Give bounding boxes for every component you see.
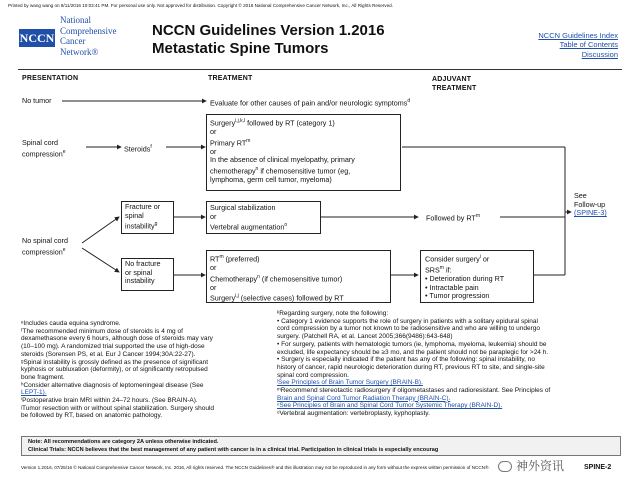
adjuvant-bullet: • Deterioration during RT: [425, 273, 505, 283]
opt-text: Surgery: [210, 118, 236, 128]
footnote-ref: e: [62, 246, 66, 253]
opt-text: In the absence of clinical myelopathy, primary: [210, 155, 355, 165]
scc-label: [22, 139, 66, 159]
footnote-ref: n: [255, 165, 259, 172]
footnote-ref: n: [257, 273, 260, 280]
adjuvant-bullet: • Intractable pain: [425, 282, 479, 292]
footnote-ref: m: [219, 254, 224, 260]
nscc-line: No spinal cord: [22, 236, 68, 245]
footnote-ref: i,j: [235, 293, 239, 300]
footnote: ᶠThe recommended minimum dose of steroids is 4 mg of: [21, 327, 183, 335]
footnote: kyphosis or subluxation (deformity), or of significantly retropulsed: [21, 366, 208, 374]
footnote: history of cancer, rapid neurologic deterioration during RT, previous RT to site, and single-site: [277, 363, 545, 371]
logo-mark: NCCN: [19, 31, 55, 45]
opt-text: Surgical stabilization: [210, 203, 276, 212]
footnote: excluded, life expectancy should be ≥3 mo, and the patient should not be paraplegic for >24 h.: [277, 348, 549, 356]
footnote: dexamethasone every 6 hours, although dose of steroids may vary: [21, 335, 213, 343]
logo-line: National: [60, 15, 91, 25]
footnote: ʲTumor resection with or without spinal stabilization. Surgery should: [21, 404, 214, 412]
wechat-icon: [498, 461, 512, 472]
footnote: be followed by RT, based on anatomic pathology.: [21, 412, 163, 420]
col-adjuvant-line2: TREATMENT: [432, 85, 477, 92]
footnotes-left: [21, 320, 273, 420]
no-tumor-action: [210, 97, 410, 108]
footnote-ref: i,j,k,l: [235, 118, 246, 124]
opt-or: or: [210, 126, 217, 136]
no-fracture-box: [121, 258, 174, 291]
footnote[interactable]: ᵐRecommend stereotactic radiosurgery if oligometastases and radioresistant. See Principles of: [277, 387, 551, 395]
nofracture-line: or spinal: [125, 267, 153, 277]
footnote: ᵉIncludes cauda equina syndrome.: [21, 320, 121, 327]
footnote-ref: d: [407, 98, 411, 104]
opt-text: RT: [210, 254, 220, 264]
followup-text: Follow-up: [574, 199, 606, 209]
footnote: steroids (Sorensen PS, et al. Eur J Cancer 1994;30A:22-27).: [21, 350, 196, 358]
col-adjuvant-line1: ADJUVANT: [432, 76, 472, 83]
brain-a-link[interactable]: ⁱPostoperative brain MRI within 24–72 hours. (See BRAIN-A).: [21, 397, 198, 405]
footnote-ref: g: [154, 221, 158, 228]
adjuvant-text: Consider surgery: [425, 254, 480, 264]
brain-d-link[interactable]: ⁿSee Principles of Brain and Spinal Cord Tumor Systemic Therapy (BRAIN-D).: [277, 402, 503, 410]
adjuvant-bullet: • Tumor progression: [425, 291, 490, 301]
footnote: (10–100 mg). A randomized trial supported the use of high-dose: [21, 343, 205, 351]
opt-text: Primary RT: [210, 137, 247, 147]
fracture-box: [121, 201, 174, 234]
opt-text: (preferred): [223, 254, 260, 264]
table-of-contents-link[interactable]: Table of Contents: [559, 40, 618, 50]
watermark: [498, 457, 564, 474]
opt-text: Vertebral augmentation: [210, 222, 285, 232]
opt-or: or: [210, 146, 217, 156]
opt-text: chemotherapy: [210, 166, 256, 176]
opt-text: lymphoma, germ cell tumor, myeloma): [210, 174, 332, 184]
page-id: SPINE-2: [584, 464, 612, 471]
nscc-line: compression: [22, 246, 63, 256]
fracture-line: spinal: [125, 210, 144, 220]
footnote[interactable]: ʰConsider alternative diagnosis of leptomeningeal disease (See: [21, 381, 204, 389]
note-line-1: Note: All recommendations are category 2A unless otherwise indicated.: [28, 439, 219, 445]
scc-treatment-box: [206, 114, 401, 191]
footnote: bone fragment.: [21, 373, 65, 381]
footer-copyright: Version 1.2016, 07/25/16 © National Comprehensive Cancer Network, Inc. 2016, All rights reserved. The NCCN Guidelines® and this illustration may not be reproduced in any form without the express written permission of NCCN®.: [21, 465, 490, 470]
steroids-text: Steroids: [124, 144, 151, 154]
guidelines-index-link[interactable]: NCCN Guidelines Index: [538, 31, 618, 40]
footnote-ref: m: [246, 137, 251, 144]
arrow-nscc-nofracture: [82, 248, 119, 272]
brain-c-link[interactable]: Brain and Spinal Cord Tumor Radiation Therapy (BRAIN-C).: [277, 394, 451, 402]
opt-text: (if chemosensitive tumor): [259, 273, 343, 283]
followup-text: See: [574, 191, 587, 200]
title-line-1: NCCN Guidelines Version 1.2016: [152, 22, 385, 39]
followup-ref: [574, 192, 607, 218]
footnote: • For surgery, patients with hematologic tumors (ie, lymphoma, myeloma, leukemia) should be: [277, 340, 547, 348]
nscc-label: [22, 237, 68, 257]
opt-text: if chemosensitive tumor (eg,: [258, 166, 351, 176]
opt-or: or: [210, 282, 217, 292]
logo-line: Comprehensive: [60, 25, 117, 36]
footnote: surgery. (Patchell RA, et al. Lancet 2005;366(9486):643-648): [277, 333, 453, 341]
no-tumor-action-text: Evaluate for other causes of pain and/or neurologic symptoms: [210, 98, 408, 108]
no-tumor-label: No tumor: [22, 96, 52, 105]
footnote: ᵍSpinal instability is grossly defined as the presence of significant: [21, 358, 209, 366]
footnote-ref: e: [62, 148, 66, 155]
footnote: spinal cord compression.: [277, 371, 349, 379]
opt-text: Surgery: [210, 293, 236, 303]
scc-line: compression: [22, 148, 63, 158]
discussion-link[interactable]: Discussion: [581, 49, 618, 59]
col-presentation: PRESENTATION: [22, 75, 79, 82]
footnote: • Surgery is especially indicated if the patient has any of the following: spinal instability, no: [277, 356, 535, 364]
fracture-line: instability: [125, 221, 155, 231]
scc-line: Spinal cord: [22, 138, 58, 147]
opt-or: or: [210, 262, 217, 272]
adjuvant-text: SRS: [425, 265, 440, 275]
fracture-line: Fracture or: [125, 202, 161, 211]
adjuvant-text: Followed by RT: [426, 213, 476, 223]
footnote: • Category 1 evidence supports the role of surgery in patients with a solitary epidural spinal: [277, 317, 538, 325]
logo-line: Cancer: [60, 36, 86, 46]
opt-text: (selective cases) followed by RT: [238, 293, 344, 303]
steroids-label: [124, 143, 152, 154]
logo-line: Network®: [60, 46, 99, 57]
no-fracture-treatment-box: [206, 250, 391, 303]
footnote: ᵒVertebral augmentation: vertebroplasty, kyphoplasty.: [277, 410, 430, 418]
footnote-ref: o: [284, 222, 288, 229]
fracture-adjuvant: [426, 212, 480, 223]
nofracture-line: No fracture: [125, 259, 161, 268]
opt-text: Chemotherapy: [210, 273, 258, 283]
brain-b-link[interactable]: ˡSee Principles of Brain Tumor Surgery (BRAIN-B).: [277, 379, 423, 387]
note-line-2: Clinical Trials: NCCN believes that the best management of any patient with cancer is in a clinical trial. Participation in clinical trials is especially encourag: [28, 446, 439, 453]
opt-text: followed by RT (category 1): [245, 118, 335, 128]
footnote: cord compression by a tumor not known to be radiosensitive and who are willing to undergo: [277, 325, 541, 333]
note-box: [21, 436, 621, 456]
no-fracture-adjuvant-box: [420, 250, 534, 303]
print-banner: Printed by wang wang on 8/11/2016 10:03:41 PM. For personal use only. Not approved for distribution. Copyright © 2016 National Comprehensive Cancer Network, Inc., All Rights Reserved.: [8, 3, 393, 8]
footnote-ref: m: [475, 213, 480, 219]
nofracture-line: instability: [125, 276, 155, 286]
fracture-treatment-box: [206, 201, 321, 234]
footnote-ref: i: [479, 254, 481, 260]
arrow-nscc-fracture: [82, 217, 119, 243]
footnote-ref: f: [150, 144, 152, 150]
footnote: ᵏRegarding surgery, note the following:: [277, 310, 389, 317]
adjuvant-text: if:: [443, 265, 452, 275]
watermark-text: 神外资讯: [516, 459, 565, 473]
adjuvant-text: or: [480, 254, 490, 264]
col-treatment: TREATMENT: [208, 75, 253, 82]
footnotes-right: [277, 310, 622, 418]
footnote-ref: m: [439, 264, 444, 271]
spine-3-link[interactable]: (SPINE-3): [574, 208, 607, 218]
title-line-2: Metastatic Spine Tumors: [152, 40, 329, 57]
opt-or: or: [210, 211, 217, 221]
lept-1-link[interactable]: LEPT-1).: [21, 389, 47, 397]
